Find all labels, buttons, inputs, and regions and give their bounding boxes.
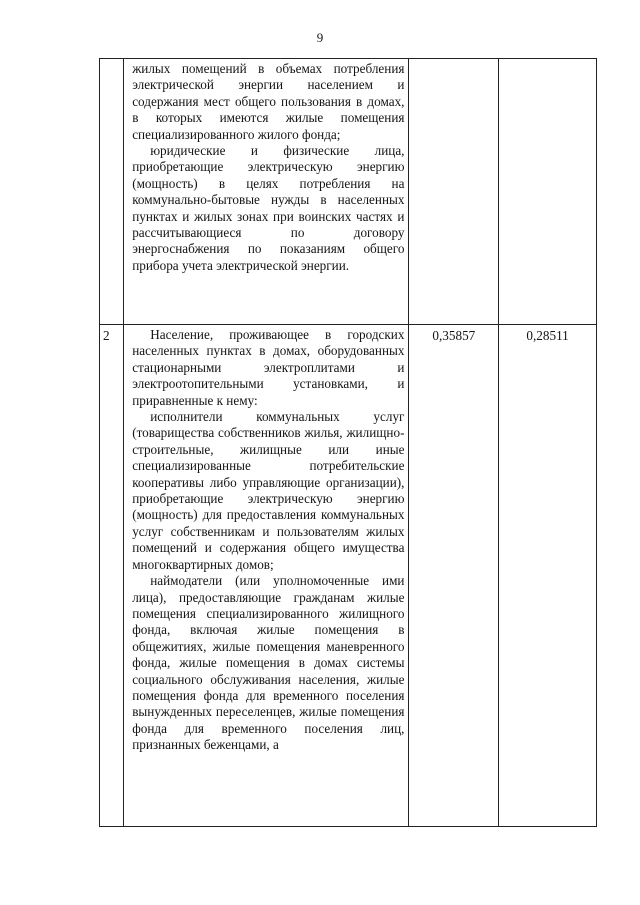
consumer-category-cell [124,325,409,827]
table-row [100,325,597,827]
tariff-value-cell [499,59,597,325]
category-paragraph: жилых помещений в объемах потребления электрической энергии населением и содержания мест общего пользования в домах, в которых имеются жилые помещения специализированного жилого фонда; [132,61,405,142]
row-number-cell: 2 [100,325,124,827]
category-paragraph: исполнители коммунальных услуг (товарищества собственников жилья, жилищно-строительные, жилищные или иные специализированные потребительские кооперативы либо управляющие организации), приобретающие электрическую энергию (мощность) для предоставления коммунальных услуг собственникам и пользователям жилых помещений и содержания общего имущества многоквартирных домов; [132,409,405,572]
tariff-value-cell: 0,35857 [409,325,499,827]
category-paragraph: Население, проживающее в городских населенных пунктах в домах, оборудованных стационарными электроплитами и электроотопительными установками, и приравненные к нему: [132,327,405,408]
tariff-table [99,58,597,827]
row-number-cell [100,59,124,325]
category-paragraph: юридические и физические лица, приобретающие электрическую энергию (мощность) в целях потребления на коммунально-бытовые нужды в населенных пунктах и жилых зонах при воинских частях и рассчитывающиеся по договору энергоснабжения по показаниям общего прибора учета электрической энергии. [132,143,405,273]
page-number: 9 [316,30,324,45]
category-paragraph: наймодатели (или уполномоченные ими лица), предоставляющие гражданам жилые помещения специализированного жилищного фонда, включая жилые помещения в общежитиях, жилые помещения маневренного фонда, жилые помещения в домах системы социального обслуживания населения, жилые помещения фонда для временного поселения вынужденных переселенцев, жилые помещения фонда для временного поселения лиц, признанных беженцами, а [132,573,405,753]
consumer-category-cell [124,59,409,325]
table-row [100,59,597,325]
tariff-value-cell: 0,28511 [499,325,597,827]
tariff-value-cell [409,59,499,325]
